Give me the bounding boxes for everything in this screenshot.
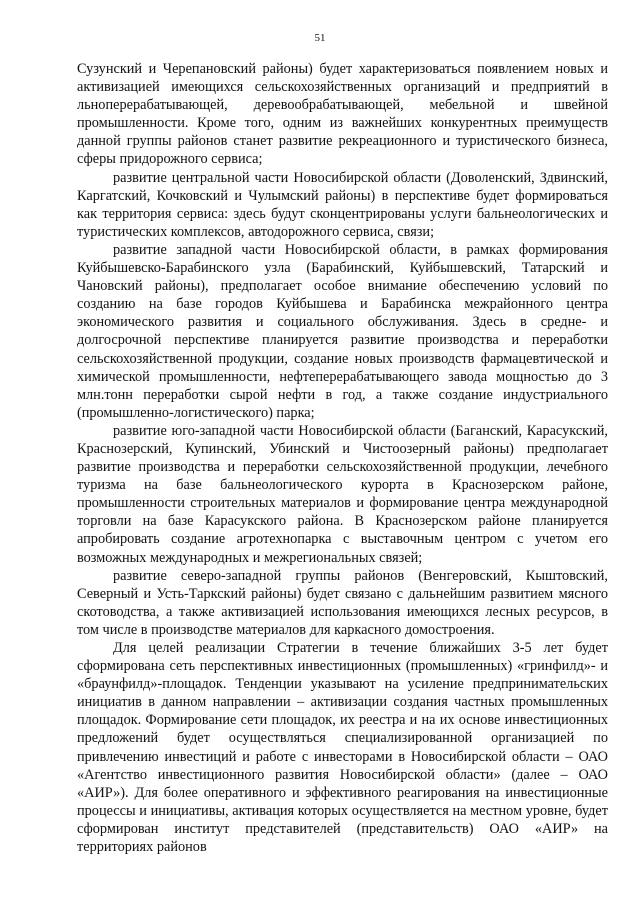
paragraph-north-western-group: развитие северо-западной группы районов (Венгеровский, Кыштовский, Северный и Усть-Таркский районы) будет связано с дальнейшим развитием мясного скотоводства, а также активизацией использования имеющихся лесных ресурсов, в том числе в производстве материалов для каркасного домостроения.: [77, 567, 608, 638]
paragraph-central-part: развитие центральной части Новосибирской области (Доволенский, Здвинский, Каргатский, Кочковский и Чулымский районы) в перспективе будет формироваться как территория сервиса: здесь будут сконцентрированы услуги бальнеологических и туристических комплексов, автодорожного сервиса, связи;: [77, 169, 608, 240]
paragraph-western-part: развитие западной части Новосибирской области, в рамках формирования Куйбышевско-Барабинского узла (Барабинский, Куйбышевский, Татарский и Чановский районы), предполагает особое внимание обеспечению условий по созданию на базе городов Куйбышева и Барабинска межрайонного центра экономического развития и социального обслуживания. Здесь в средне- и долгосрочной перспективе планируется развитие производства и переработки сельскохозяйственной продукции, создание новых производств фармацевтической и химической промышленности, нефтеперерабатывающего завода мощностью до 3 млн.тонн переработки сырой нефти в год, а также создание индустриального (промышленно-логистического) парка;: [77, 241, 608, 421]
body-text: [77, 60, 608, 856]
paragraph-investment-sites: Для целей реализации Стратегии в течение ближайших 3-5 лет будет сформирована сеть перспективных инвестиционных (промышленных) «гринфилд»- и «браунфилд»-площадок. Тенденции указывают на усиление предпринимательских инициатив в данном направлении – активизации создания частных промышленных площадок. Формирование сети площадок, их реестра и на их основе инвестиционных предложений будет осуществляться специализированной организацией по привлечению инвестиций и работе с инвесторами в Новосибирской области – ОАО «Агентство инвестиционного развития Новосибирской области» (далее – ОАО «АИР»). Для более оперативного и эффективного реагирования на инвестиционные процессы и инициативы, активация которых осуществляется на местном уровне, будет сформирован институт представителей (представительств) ОАО «АИР» на территориях районов: [77, 640, 608, 856]
page-number: 51: [314, 32, 326, 44]
paragraph-suzun-cherepanovo: Сузунский и Черепановский районы) будет характеризоваться появлением новых и активизацией имеющихся сельскохозяйственных организаций и предприятий в льноперерабатывающей, деревообрабатывающей, мебельной и швейной промышленности. Кроме того, одним из важнейших конкурентных преимуществ данной группы районов станет развитие рекреационного и туристического бизнеса, сферы придорожного сервиса;: [77, 61, 608, 168]
paragraph-south-western-part: развитие юго-западной части Новосибирской области (Баганский, Карасукский, Краснозерский, Купинский, Убинский и Чистоозерный районы) предполагает развитие производства и переработки сельскохозяйственной продукции, лечебного туризма на базе бальнеологического курорта в Краснозерском районе, промышленности строительных материалов и формирование центра международной торговли на базе Карасукского района. В Краснозерском районе планируется апробировать создание агротехнопарка с выставочным центром с учетом его возможных международных и межрегиональных связей;: [77, 422, 608, 566]
